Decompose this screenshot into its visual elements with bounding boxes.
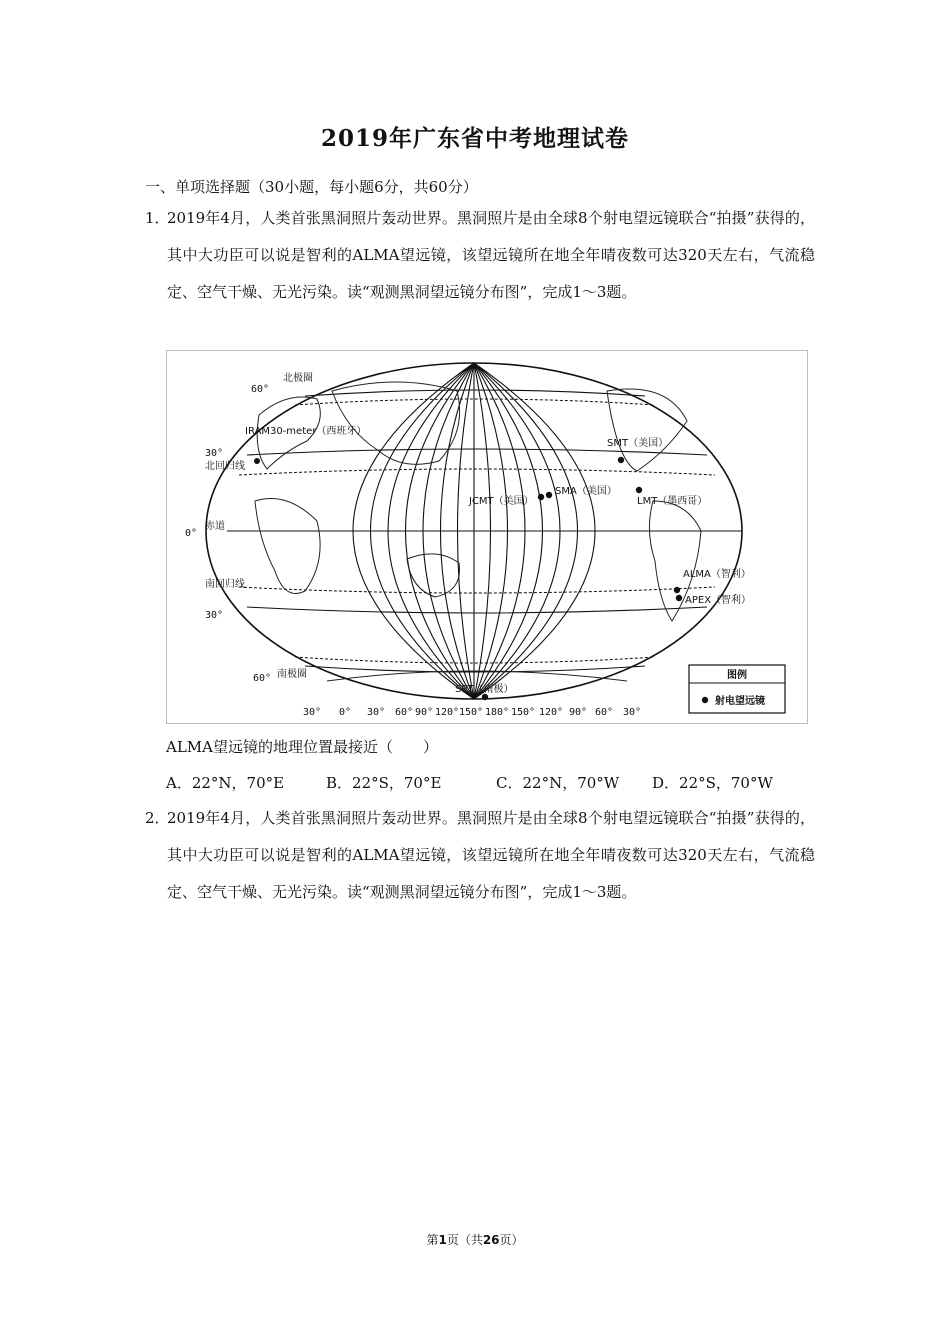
option-d[interactable]: D．22°S，70°W [652, 774, 773, 792]
lat-label-30s: 30° [205, 610, 224, 621]
map-legend [689, 665, 785, 713]
telescope-label-alma: ALMA（智利） [683, 569, 751, 580]
lat-label-60n: 60° [251, 384, 270, 395]
footer-page-number: 1 [438, 1233, 447, 1247]
lat-label-0: 0° [185, 528, 198, 539]
legend-dot-icon [702, 697, 708, 703]
option-c[interactable]: C．22°N，70°W [496, 774, 620, 792]
question-number: 1． [145, 209, 170, 227]
telescope-label-spt: SPT（南极） [455, 684, 514, 695]
question-text: 2019年4月，人类首张黑洞照片轰动世界。黑洞照片是由全球8个射电望远镜联合“拍摄”获得的，其中大功臣可以说是智利的ALMA望远镜，该望远镜所在地全年晴夜数可达320天左右，气流稳定、空气干燥、无光污染。读“观测黑洞望远镜分布图”，完成1～3题。 [167, 209, 815, 301]
telescope-dot-apex [676, 595, 682, 601]
lon-label: 90° [415, 707, 434, 718]
question-number: 2． [145, 809, 170, 827]
footer-prefix: 第 [426, 1233, 439, 1247]
telescope-label-jcmt: JCMT（美国） [469, 496, 534, 507]
lon-label: 150° [511, 707, 536, 718]
legend-title: 图例 [727, 670, 747, 681]
lon-label: 180° [485, 707, 510, 718]
arctic-circle-label: 北极圈 [283, 373, 313, 384]
lon-label: 60° [595, 707, 614, 718]
telescope-dot-iram [254, 458, 260, 464]
option-b[interactable]: B．22°S，70°E [326, 774, 442, 792]
telescope-label-apex: APEX（智利） [685, 595, 752, 606]
lon-label: 90° [569, 707, 588, 718]
question-2 [145, 800, 815, 911]
lon-label: 150° [459, 707, 484, 718]
telescope-label-iram: IRAM30-meter（西班牙） [245, 426, 367, 437]
footer-mid: 页（共 [446, 1233, 483, 1247]
antarctic-circle-label: 南极圈 [277, 669, 307, 680]
telescope-label-smt: SMT（美国） [607, 438, 669, 449]
telescope-label-lmt: LMT（墨西哥） [637, 496, 708, 507]
lon-label: 120° [435, 707, 460, 718]
telescope-distribution-map [166, 350, 808, 724]
telescope-label-sma: SMA（美国） [555, 486, 617, 497]
telescope-dot-sma [546, 492, 552, 498]
lon-label: 120° [539, 707, 564, 718]
longitude-labels [303, 707, 641, 718]
world-map-svg [167, 351, 807, 723]
question-1 [145, 200, 815, 311]
lon-label: 30° [367, 707, 386, 718]
equator-label: 赤道 [205, 521, 225, 532]
question-1-subquestion: ALMA望远镜的地理位置最接近（ ） [166, 738, 438, 756]
lon-label: 0° [339, 707, 352, 718]
telescope-dot-smt [618, 457, 624, 463]
lat-label-30n: 30° [205, 448, 224, 459]
lon-label: 30° [623, 707, 642, 718]
legend-item-label: 射电望远镜 [715, 696, 765, 707]
lon-label: 30° [303, 707, 322, 718]
footer-suffix: 页） [499, 1233, 524, 1247]
section-heading: 一、单项选择题（30小题，每小题6分，共60分） [145, 178, 478, 196]
footer-total-pages: 26 [482, 1233, 500, 1247]
lon-label: 60° [395, 707, 414, 718]
telescope-dot-lmt [636, 487, 642, 493]
page-title: 2019年广东省中考地理试卷 [320, 125, 629, 152]
lat-label-60s: 60° [253, 673, 272, 684]
telescope-dot-alma [674, 587, 680, 593]
tropic-cancer-label: 北回归线 [205, 461, 245, 472]
question-text: 2019年4月，人类首张黑洞照片轰动世界。黑洞照片是由全球8个射电望远镜联合“拍摄”获得的，其中大功臣可以说是智利的ALMA望远镜，该望远镜所在地全年晴夜数可达320天左右，气流稳定、空气干燥、无光污染。读“观测黑洞望远镜分布图”，完成1～3题。 [167, 809, 815, 901]
tropic-capricorn-label: 南回归线 [205, 579, 245, 590]
option-a[interactable]: A．22°N，70°E [166, 774, 285, 792]
page-footer [0, 1231, 950, 1248]
telescope-dot-jcmt [538, 494, 544, 500]
